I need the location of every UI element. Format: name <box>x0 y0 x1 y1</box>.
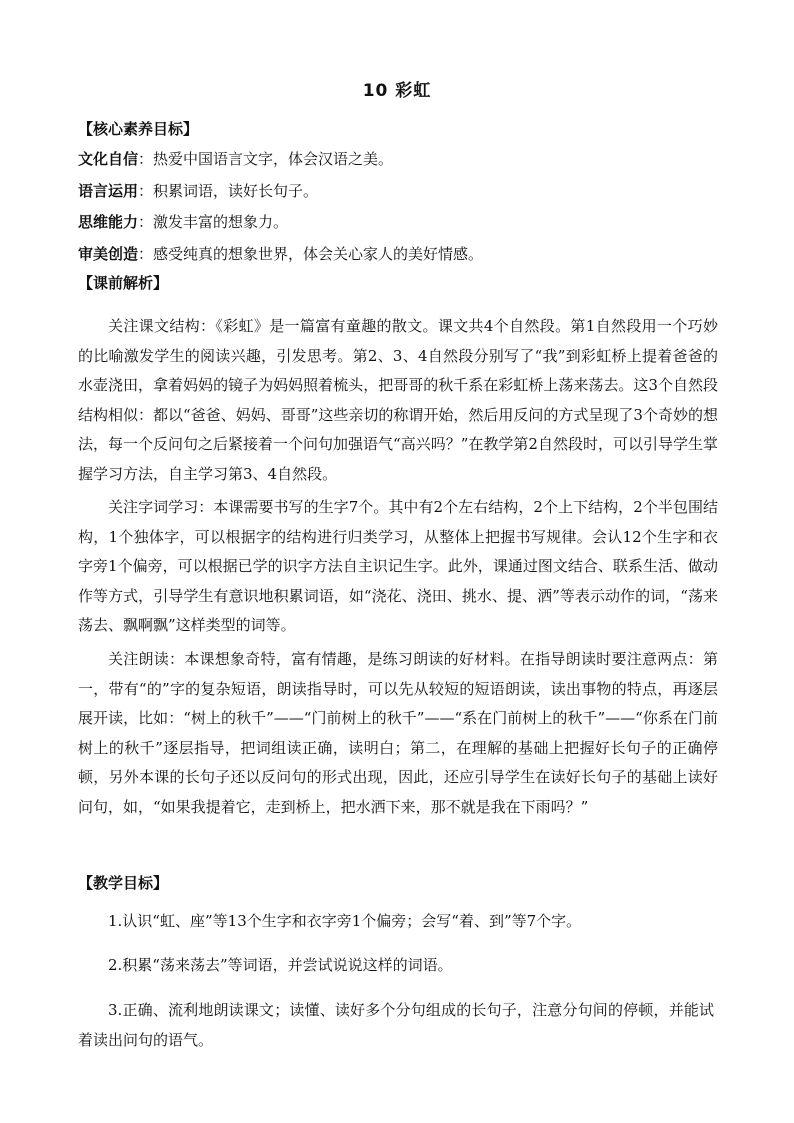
core-goal-key: 思维能力 <box>78 213 139 231</box>
core-goal-text: ：激发丰富的想象力。 <box>138 213 289 231</box>
analysis-paragraph-text: 关注课文结构：《彩虹》是一篇富有童趣的散文。课文共4个自然段。第1自然段用一个巧妙的比喻激发学生的阅读兴趣，引发思考。第2、3、4自然段分别写了“我”到彩虹桥上提着爸爸的水壶浇田，拿着妈妈的镜子为妈妈照着梳头，把哥哥的秋千系在彩虹桥上荡来荡去。这3个自然段结构相似：都以“爸爸、妈妈、哥哥”这些亲切的称谓开始，然后用反问的方式呈现了3个奇妙的想法，每一个反问句之后紧接着一个问句加强语气“高兴吗？”在教学第2自然段时，可以引导学生掌握学习方法，自主学习第3、4自然段。 <box>78 317 718 483</box>
core-goals-section <box>78 114 718 270</box>
core-goal-text: ：感受纯真的想象世界，体会关心家人的美好情感。 <box>138 244 484 263</box>
analysis-paragraph <box>78 312 718 490</box>
core-goal-item <box>78 207 718 239</box>
teaching-goal-item: 2.积累“荡来荡去”等词语，并尝试说说这样的词语。 <box>108 956 453 974</box>
analysis-paragraph <box>78 645 718 823</box>
teaching-goal-item: 1.认识“虹、座”等13个生字和衣字旁1个偏旁；会写“着、到”等7个字。 <box>108 912 582 930</box>
teaching-goal-item: 3.正确、流利地朗读课文；读懂、读好多个分句组成的长句子，注意分句间的停顿，并能试着读出问句的语气。 <box>78 1001 714 1049</box>
core-goal-key: 文化自信 <box>78 150 139 168</box>
page-title: 10 彩虹 <box>362 81 432 101</box>
analysis-paragraph <box>78 493 718 641</box>
analysis-heading: 【课前解析】 <box>78 274 169 292</box>
core-goal-text: ：热爱中国语言文字，体会汉语之美。 <box>138 150 394 168</box>
core-goal-text: ：积累词语，读好长句子。 <box>138 181 319 200</box>
teaching-goals-heading: 【教学目标】 <box>78 874 169 892</box>
core-goal-item <box>78 239 718 271</box>
teaching-goals-section <box>78 868 718 898</box>
core-goal-item <box>78 144 718 176</box>
analysis-section <box>78 268 718 298</box>
analysis-paragraph-text: 关注字词学习：本课需要书写的生字7个。其中有2个左右结构，2个上下结构，2个半包围结构，1个独体字，可以根据字的结构进行归类学习，从整体上把握书写规律。会认12个生字和衣字旁1个偏旁，可以根据已学的识字方法自主识记生字。此外，课通过图文结合、联系生活、做动作等方式，引导学生有意识地积累词语，如“浇花、浇田、挑水、提、洒”等表示动作的词，“荡来荡去、飘啊飘”这样类型的词等。 <box>78 498 718 635</box>
core-goals-heading: 【核心素养目标】 <box>78 120 199 138</box>
analysis-paragraph-text: 关注朗读：本课想象奇特，富有情趣，是练习朗读的好材料。在指导朗读时要注意两点：第一，带有“的”字的复杂短语，朗读指导时，可以先从较短的短语朗读，读出事物的特点，再逐层展开读，比如：“树上的秋千”——“门前树上的秋千”——“系在门前树上的秋千”——“你系在门前树上的秋千”逐层指导，把词组读正确，读明白；第二，在理解的基础上把握好长句子的正确停顿，另外本课的长句子还以反问句的形式出现，因此，还应引导学生在读好长句子的基础上读好问句，如，“如果我提着它，走到桥上，把水洒下来，那不就是我在下雨吗？” <box>78 650 718 816</box>
core-goal-key: 审美创造 <box>78 244 139 263</box>
core-goal-item <box>78 176 718 208</box>
core-goal-key: 语言运用 <box>78 181 139 200</box>
